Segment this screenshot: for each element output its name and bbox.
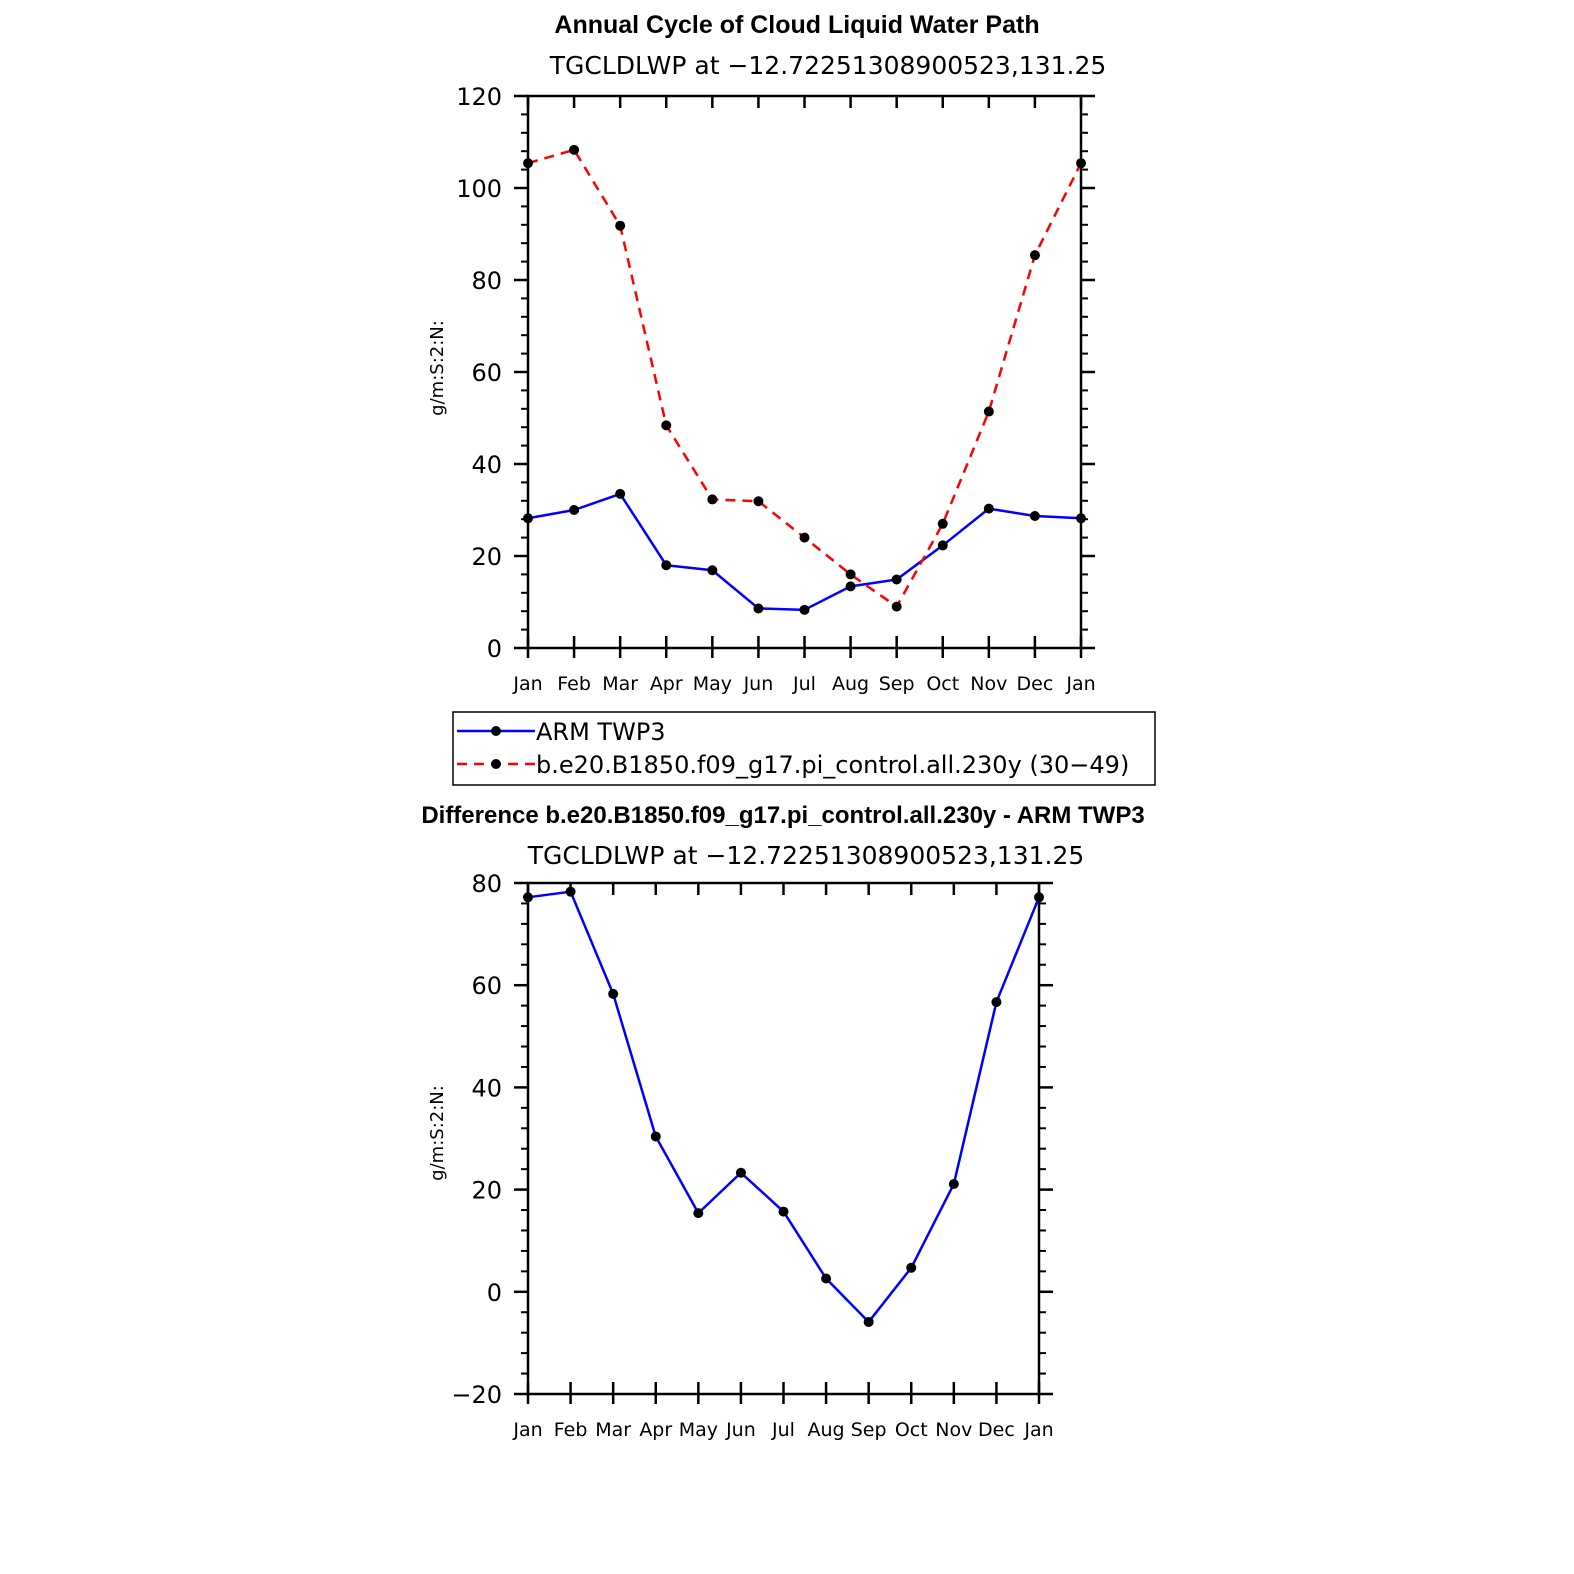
top-chart-title: Annual Cycle of Cloud Liquid Water Path xyxy=(554,11,1040,39)
x-tick-label: Jan xyxy=(1066,673,1096,695)
x-tick-label: Dec xyxy=(1016,673,1054,695)
series-1-point xyxy=(938,519,948,529)
x-tick-label: Jul xyxy=(772,1419,795,1441)
legend xyxy=(453,712,1155,785)
series-0-point xyxy=(707,565,717,575)
y-tick-label: 60 xyxy=(471,359,502,387)
series-0-point xyxy=(779,1207,789,1217)
x-tick-label: Jun xyxy=(743,673,774,695)
series-0-point xyxy=(984,504,994,514)
legend-label-model: b.e20.B1850.f09_g17.pi_control.all.230y (30−49) xyxy=(536,751,1130,779)
x-tick-label: May xyxy=(678,1419,718,1441)
y-tick-label: 0 xyxy=(486,1278,502,1307)
x-tick-label: May xyxy=(692,673,732,695)
series-0-point xyxy=(651,1131,661,1141)
series-0-point xyxy=(991,997,1001,1007)
y-tick-label: 120 xyxy=(456,83,502,111)
series-1-point xyxy=(892,602,902,612)
x-tick-label: Jan xyxy=(513,673,543,695)
y-tick-label: 100 xyxy=(456,175,502,203)
y-tick-label: 0 xyxy=(486,635,502,663)
x-tick-label: Mar xyxy=(595,1419,632,1441)
x-tick-label: Nov xyxy=(935,1419,973,1441)
bottom-chart-subtitle: TGCLDLWP at −12.72251308900523,131.25 xyxy=(527,841,1085,870)
series-0-point xyxy=(693,1208,703,1218)
series-0-point xyxy=(753,603,763,613)
x-tick-label: Sep xyxy=(850,1419,887,1441)
series-0-point xyxy=(736,1168,746,1178)
series-0-point xyxy=(938,540,948,550)
legend-marker-model xyxy=(491,759,501,769)
series-1-point xyxy=(707,494,717,504)
series-1-point xyxy=(1076,158,1086,168)
x-tick-label: Jun xyxy=(726,1419,756,1441)
x-tick-label: Apr xyxy=(639,1419,673,1441)
x-tick-label: Jul xyxy=(793,673,816,695)
series-1-point xyxy=(753,496,763,506)
y-tick-label: −20 xyxy=(451,1381,502,1409)
series-0-point xyxy=(821,1274,831,1284)
x-tick-label: Oct xyxy=(926,673,960,695)
series-0-point xyxy=(800,605,810,615)
series-0-point xyxy=(949,1179,959,1189)
y-tick-label: 40 xyxy=(471,1074,502,1103)
legend-marker-arm xyxy=(491,726,501,736)
series-1-point xyxy=(661,420,671,430)
series-0-point xyxy=(906,1263,916,1273)
series-0-point xyxy=(523,513,533,523)
x-tick-label: Apr xyxy=(649,673,683,695)
series-1-point xyxy=(523,158,533,168)
series-1-point xyxy=(569,145,579,155)
series-0-point xyxy=(615,489,625,499)
series-1-point xyxy=(1030,250,1040,260)
y-tick-label: 20 xyxy=(471,1176,502,1205)
x-tick-label: Dec xyxy=(978,1419,1015,1441)
series-1-point xyxy=(800,533,810,543)
legend-label-arm: ARM TWP3 xyxy=(536,718,666,746)
series-0-point xyxy=(566,887,576,897)
bottom-chart-title: Difference b.e20.B1850.f09_g17.pi_control.all.230y - ARM TWP3 xyxy=(421,802,1145,829)
x-tick-label: Nov xyxy=(970,673,1008,695)
y-tick-label: 40 xyxy=(471,451,502,479)
bottom-chart-y-axis-label: g/m:S:2:N: xyxy=(427,1085,448,1181)
top-chart-subtitle: TGCLDLWP at −12.72251308900523,131.25 xyxy=(549,51,1107,80)
series-0-point xyxy=(1034,892,1044,902)
x-tick-label: Feb xyxy=(553,1419,588,1441)
x-tick-label: Sep xyxy=(878,673,915,695)
series-1-point xyxy=(984,407,994,417)
series-0-point xyxy=(1030,511,1040,521)
series-0-point xyxy=(864,1317,874,1327)
series-1-point xyxy=(615,221,625,231)
series-0-point xyxy=(1076,513,1086,523)
x-tick-label: Mar xyxy=(602,673,639,695)
x-tick-label: Aug xyxy=(807,1419,845,1441)
series-0-point xyxy=(523,892,533,902)
y-tick-label: 60 xyxy=(471,972,502,1001)
y-tick-label: 80 xyxy=(471,870,502,898)
series-0-point xyxy=(661,560,671,570)
x-tick-label: Oct xyxy=(894,1419,928,1441)
y-tick-label: 20 xyxy=(471,543,502,571)
y-tick-label: 80 xyxy=(471,267,502,295)
x-tick-label: Jan xyxy=(513,1419,543,1441)
series-0-point xyxy=(569,505,579,515)
top-chart-y-axis-label: g/m:S:2:N: xyxy=(427,320,448,416)
x-tick-label: Feb xyxy=(557,673,591,695)
series-0-point xyxy=(608,989,618,999)
series-0-point xyxy=(846,581,856,591)
x-tick-label: Jan xyxy=(1024,1419,1054,1441)
x-tick-label: Aug xyxy=(832,673,870,695)
series-0-point xyxy=(892,574,902,584)
series-1-point xyxy=(846,569,856,579)
